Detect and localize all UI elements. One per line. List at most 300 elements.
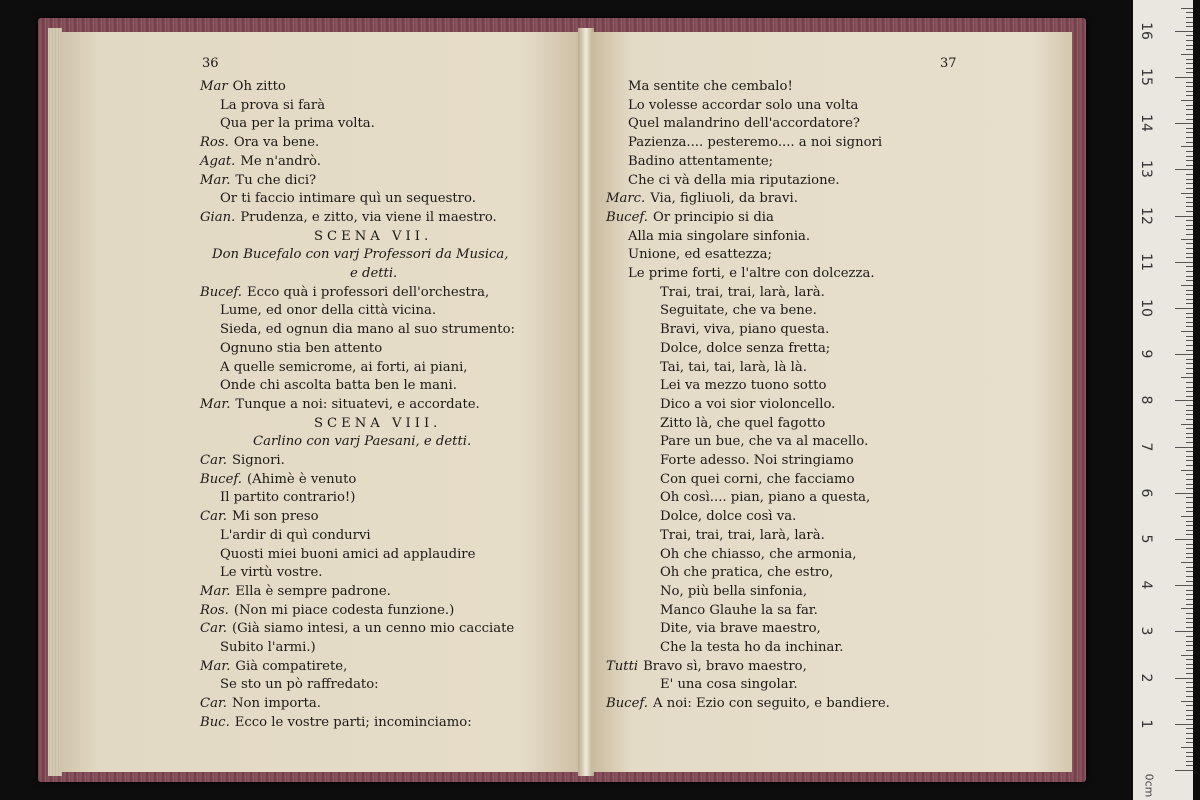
- verse-text: Pare un bue, che va al macello.: [660, 434, 869, 450]
- left-page-line: [200, 620, 514, 638]
- right-page-line: [628, 246, 772, 264]
- ruler-tick: [1181, 331, 1193, 332]
- ruler-tick: [1186, 571, 1193, 572]
- right-page-line: [628, 153, 773, 171]
- ruler-tick: [1186, 317, 1193, 318]
- left-page-line: [220, 489, 355, 507]
- left-page-line: [220, 321, 515, 339]
- verse-text: Che la testa ho da inchinar.: [660, 640, 844, 655]
- ruler-tick: [1186, 548, 1193, 549]
- right-page-line: [660, 639, 843, 657]
- ruler-tick: [1186, 91, 1193, 92]
- verse-text: Forte adesso. Noi stringiamo: [660, 453, 854, 468]
- ruler-tick: [1186, 650, 1193, 651]
- right-page: [592, 32, 1072, 772]
- ruler-tick: [1181, 747, 1193, 748]
- ruler-tick: [1186, 359, 1193, 360]
- speaker-name: Buc.: [200, 714, 230, 730]
- ruler-tick: [1186, 742, 1193, 743]
- verse-text: Tai, tai, tai, larà, là là.: [660, 359, 807, 375]
- ruler-tick: [1186, 618, 1193, 619]
- ruler-tick: [1186, 160, 1193, 161]
- ruler-tick: [1186, 410, 1193, 411]
- ruler-tick: [1186, 553, 1193, 554]
- ruler-tick: [1186, 197, 1193, 198]
- ruler-tick: [1186, 276, 1193, 277]
- ruler-tick: [1175, 539, 1193, 540]
- ruler-tick: [1186, 165, 1193, 166]
- verse-text: Lei va mezzo tuono sotto: [660, 378, 827, 394]
- verse-text: Badino attentamente;: [628, 153, 774, 169]
- verse-text: Or ti faccio intimare quì un sequestro.: [220, 191, 476, 207]
- ruler-tick: [1186, 211, 1193, 212]
- verse-text: Quosti miei buoni amici ad applaudire: [220, 546, 476, 562]
- ruler-tick: [1186, 59, 1193, 60]
- ruler-number: 3: [1138, 626, 1154, 636]
- left-page-line: [200, 602, 454, 620]
- ruler-tick: [1175, 493, 1193, 494]
- ruler-tick: [1186, 109, 1193, 110]
- verse-text: Me n'andrò.: [240, 153, 321, 169]
- page-number-right: 37: [940, 56, 957, 71]
- verse-text: No, più bella sinfonia,: [660, 583, 808, 599]
- ruler-tick: [1181, 54, 1193, 55]
- ruler-tick: [1186, 248, 1193, 249]
- ruler-tick: [1186, 340, 1193, 341]
- ruler-tick: [1186, 387, 1193, 388]
- ruler-number: 13: [1138, 160, 1154, 179]
- ruler-tick: [1181, 608, 1193, 609]
- left-page-line: [350, 265, 397, 283]
- ruler-number: 4: [1138, 580, 1154, 590]
- ruler-tick: [1186, 391, 1193, 392]
- ruler-tick: [1186, 202, 1193, 203]
- ruler-tick: [1175, 678, 1193, 679]
- right-page-line: [660, 340, 830, 358]
- ruler-number: 2: [1138, 673, 1154, 683]
- right-page-line: [660, 564, 833, 582]
- right-page-line: [606, 695, 890, 713]
- verse-text: Ecco le vostre parti; incominciamo:: [234, 714, 472, 730]
- left-page-line: [200, 284, 489, 302]
- ruler-tick: [1186, 590, 1193, 591]
- ruler-tick: [1186, 613, 1193, 614]
- verse-text: Lo volesse accordar solo una volta: [628, 97, 859, 113]
- ruler-tick: [1186, 530, 1193, 531]
- verse-text: Con quei corni, che facciamo: [660, 471, 855, 487]
- ruler-tick: [1175, 123, 1193, 124]
- speaker-name: Tutti: [606, 658, 639, 674]
- verse-text: Trai, trai, trai, larà, larà.: [660, 284, 825, 300]
- verse-text: SCENA VIII.: [314, 415, 442, 431]
- left-page-line: [220, 302, 436, 320]
- right-page-line: [660, 602, 818, 620]
- right-page-line: [628, 97, 858, 115]
- ruler-tick: [1186, 68, 1193, 69]
- verse-text: Subito l'armi.): [220, 640, 316, 655]
- ruler-tick: [1181, 655, 1193, 656]
- verse-text: Signori.: [232, 453, 285, 468]
- ruler-tick: [1186, 179, 1193, 180]
- ruler-tick: [1186, 290, 1193, 291]
- ruler-tick: [1186, 442, 1193, 443]
- ruler-tick: [1186, 128, 1193, 129]
- ruler-tick: [1181, 424, 1193, 425]
- ruler-tick: [1186, 682, 1193, 683]
- verse-text: (Già siamo intesi, a un cenno mio cacciate: [232, 621, 515, 637]
- ruler-tick: [1186, 63, 1193, 64]
- ruler-tick: [1186, 433, 1193, 434]
- ruler-tick: [1181, 8, 1193, 9]
- right-page-line: [660, 396, 835, 414]
- ruler-tick: [1186, 641, 1193, 642]
- speaker-name: Ros.: [200, 602, 229, 618]
- verse-text: Pazienza.... pesteremo.... a noi signori: [628, 135, 883, 151]
- ruler-tick: [1175, 585, 1193, 586]
- ruler-tick: [1186, 266, 1193, 267]
- ruler-tick: [1186, 229, 1193, 230]
- ruler-number: 15: [1138, 68, 1154, 86]
- speaker-name: Marc.: [606, 191, 646, 207]
- ruler-tick: [1186, 659, 1193, 660]
- left-page-line: [200, 153, 321, 171]
- ruler-tick: [1186, 294, 1193, 295]
- ruler-tick: [1186, 673, 1193, 674]
- right-page-line: [606, 658, 807, 676]
- ruler-tick: [1186, 627, 1193, 628]
- ruler-tick: [1175, 354, 1193, 355]
- speaker-name: Ros.: [200, 135, 229, 151]
- verse-text: Tu che dici?: [235, 172, 317, 188]
- verse-text: (Non mi piace codesta funzione.): [233, 602, 455, 618]
- ruler-tick: [1186, 710, 1193, 711]
- ruler-tick: [1175, 400, 1193, 401]
- measuring-ruler: [1133, 0, 1193, 800]
- left-page-line: [220, 115, 375, 133]
- left-page-line: [200, 396, 480, 414]
- ruler-tick: [1186, 456, 1193, 457]
- ruler-tick: [1175, 447, 1193, 448]
- verse-text: Or principio si dia: [652, 209, 774, 225]
- verse-text: L'ardir di quì condurvi: [220, 527, 371, 543]
- ruler-tick: [1186, 581, 1193, 582]
- verse-text: Onde chi ascolta batta ben le mani.: [220, 378, 457, 394]
- ruler-tick: [1186, 137, 1193, 138]
- ruler-tick: [1186, 82, 1193, 83]
- right-page-line: [660, 284, 825, 302]
- verse-text: Via, figliuoli, da bravi.: [650, 191, 798, 207]
- verse-text: Manco Glauhe la sa far.: [660, 602, 818, 618]
- ruler-tick: [1181, 146, 1193, 147]
- ruler-tick: [1186, 484, 1193, 485]
- speaker-name: Agat.: [200, 153, 236, 169]
- ruler-tick: [1186, 220, 1193, 221]
- ruler-tick: [1175, 216, 1193, 217]
- right-page-line: [660, 620, 821, 638]
- ruler-tick: [1175, 31, 1193, 32]
- left-page-line: [200, 471, 356, 489]
- left-page-line: [253, 433, 471, 451]
- right-page-line: [606, 209, 774, 227]
- ruler-tick: [1186, 719, 1193, 720]
- left-page-line: [220, 190, 476, 208]
- left-page-line: [200, 78, 286, 96]
- verse-text: Seguitate, che va bene.: [660, 303, 817, 319]
- ruler-tick: [1186, 45, 1193, 46]
- left-page-line: [220, 564, 322, 582]
- verse-text: Oh così.... pian, piano a questa,: [660, 490, 871, 506]
- ruler-tick: [1186, 733, 1193, 734]
- ruler-tick: [1186, 132, 1193, 133]
- ruler-number: 1: [1138, 719, 1154, 729]
- verse-text: Ecco quà i professori dell'orchestra,: [246, 284, 490, 300]
- ruler-tick: [1186, 72, 1193, 73]
- verse-text: A quelle semicrome, ai forti, ai piani,: [220, 359, 468, 375]
- ruler-tick: [1186, 765, 1193, 766]
- ruler-tick: [1186, 225, 1193, 226]
- verse-text: Qua per la prima volta.: [220, 116, 375, 132]
- ruler-tick: [1186, 604, 1193, 605]
- ruler-tick: [1186, 12, 1193, 13]
- left-page-line: [220, 527, 371, 545]
- ruler-tick: [1186, 521, 1193, 522]
- verse-text: Trai, trai, trai, larà, larà.: [660, 527, 825, 543]
- speaker-name: Mar.: [200, 583, 231, 599]
- verse-text: Tunque a noi: situatevi, e accordate.: [235, 396, 480, 412]
- ruler-tick: [1186, 188, 1193, 189]
- ruler-tick: [1186, 437, 1193, 438]
- speaker-name: Bucef.: [606, 696, 648, 712]
- verse-text: Mi son preso: [232, 509, 319, 525]
- ruler-tick: [1186, 599, 1193, 600]
- ruler-tick: [1186, 576, 1193, 577]
- ruler-tick: [1186, 280, 1193, 281]
- left-page-line: [220, 340, 382, 358]
- ruler-tick: [1186, 382, 1193, 383]
- left-page-line: [200, 695, 321, 713]
- ruler-tick: [1186, 465, 1193, 466]
- ruler-unit: 0cm: [1142, 773, 1156, 798]
- ruler-tick: [1181, 100, 1193, 101]
- verse-text: La prova si farà: [220, 97, 326, 113]
- verse-text: Dolce, dolce senza fretta;: [660, 340, 831, 356]
- verse-text: Dico a voi sior violoncello.: [660, 396, 836, 412]
- speaker-name: Car.: [200, 621, 227, 637]
- left-page-line: [220, 377, 457, 395]
- ruler-number: 12: [1138, 206, 1154, 225]
- verse-text: Zitto là, che quel fagotto: [660, 415, 826, 431]
- verse-text: Bravi, viva, piano questa.: [660, 322, 830, 338]
- left-page-line: [314, 228, 432, 246]
- verse-text: SCENA VII.: [314, 228, 433, 244]
- ruler-tick: [1186, 234, 1193, 235]
- ruler-tick: [1175, 631, 1193, 632]
- right-page-line: [660, 583, 807, 601]
- ruler-tick: [1186, 174, 1193, 175]
- right-page-line: [660, 471, 855, 489]
- ruler-tick: [1186, 49, 1193, 50]
- right-page-line: [660, 452, 854, 470]
- ruler-tick: [1186, 511, 1193, 512]
- ruler-tick: [1186, 303, 1193, 304]
- ruler-tick: [1186, 705, 1193, 706]
- right-page-line: [628, 172, 840, 190]
- ruler-tick: [1175, 169, 1193, 170]
- ruler-tick: [1186, 313, 1193, 314]
- left-page-line: [220, 359, 468, 377]
- verse-text: Quel malandrino dell'accordatore?: [628, 116, 860, 132]
- verse-text: Il partito contrario!): [220, 490, 356, 506]
- ruler-tick: [1186, 756, 1193, 757]
- ruler-tick: [1186, 95, 1193, 96]
- ruler-tick: [1186, 257, 1193, 258]
- ruler-tick: [1186, 86, 1193, 87]
- ruler-tick: [1175, 770, 1193, 771]
- right-page-line: [628, 265, 875, 283]
- ruler-tick: [1181, 377, 1193, 378]
- speaker-name: Bucef.: [200, 284, 242, 300]
- ruler-number: 7: [1138, 442, 1154, 452]
- verse-text: Don Bucefalo con varj Professori da Musica,: [212, 247, 509, 263]
- ruler-tick: [1186, 497, 1193, 498]
- ruler-tick: [1186, 363, 1193, 364]
- right-page-line: [628, 115, 860, 133]
- verse-text: (Ahimè è venuto: [246, 471, 357, 487]
- verse-text: Oh zitto: [232, 79, 286, 94]
- ruler-tick: [1186, 715, 1193, 716]
- left-page-line: [200, 714, 472, 732]
- ruler-tick: [1186, 142, 1193, 143]
- speaker-name: Gian.: [200, 209, 236, 225]
- ruler-number: 10: [1138, 299, 1154, 317]
- ruler-tick: [1186, 26, 1193, 27]
- ruler-tick: [1175, 77, 1193, 78]
- left-page-line: [200, 583, 391, 601]
- ruler-tick: [1186, 183, 1193, 184]
- ruler-tick: [1186, 114, 1193, 115]
- right-page-line: [628, 134, 882, 152]
- ruler-tick: [1186, 206, 1193, 207]
- ruler-tick: [1186, 17, 1193, 18]
- left-page-line: [200, 172, 316, 190]
- ruler-tick: [1186, 636, 1193, 637]
- ruler-tick: [1186, 326, 1193, 327]
- ruler-tick: [1186, 488, 1193, 489]
- left-page-line: [200, 209, 497, 227]
- ruler-number: 9: [1138, 349, 1154, 359]
- verse-text: Già compatirete,: [235, 658, 348, 674]
- speaker-name: Car.: [200, 453, 227, 468]
- ruler-tick: [1175, 724, 1193, 725]
- verse-text: Le virtù vostre.: [220, 565, 323, 581]
- ruler-tick: [1181, 516, 1193, 517]
- page-number-left: 36: [202, 56, 219, 71]
- ruler-tick: [1186, 645, 1193, 646]
- ruler-tick: [1181, 470, 1193, 471]
- verse-text: Oh che chiasso, che armonia,: [660, 546, 857, 562]
- right-page-line: [660, 676, 798, 694]
- ruler-tick: [1186, 253, 1193, 254]
- ruler-tick: [1186, 350, 1193, 351]
- ruler-tick: [1186, 373, 1193, 374]
- right-page-line: [660, 489, 870, 507]
- right-page-line: [660, 415, 825, 433]
- verse-text: e detti.: [350, 266, 398, 281]
- speaker-name: Mar.: [200, 396, 231, 412]
- verse-text: Ora va bene.: [233, 135, 320, 151]
- ruler-tick: [1186, 428, 1193, 429]
- ruler-number: 5: [1138, 534, 1154, 544]
- left-page-line: [200, 452, 285, 470]
- verse-text: Carlino con varj Paesani, e detti.: [253, 434, 472, 450]
- verse-text: Ma sentite che cembalo!: [628, 79, 793, 94]
- verse-text: A noi: Ezio con seguito, e bandiere.: [652, 696, 890, 712]
- ruler-tick: [1186, 479, 1193, 480]
- ruler-tick: [1186, 507, 1193, 508]
- ruler-tick: [1186, 474, 1193, 475]
- ruler-tick: [1186, 156, 1193, 157]
- ruler-tick: [1186, 243, 1193, 244]
- ruler-tick: [1186, 271, 1193, 272]
- ruler-tick: [1186, 345, 1193, 346]
- verse-text: E' una cosa singolar.: [660, 677, 798, 693]
- ruler-tick: [1186, 622, 1193, 623]
- ruler-tick: [1186, 119, 1193, 120]
- ruler-tick: [1186, 752, 1193, 753]
- verse-text: Ella è sempre padrone.: [235, 583, 391, 599]
- right-page-line: [660, 359, 807, 377]
- ruler-tick: [1186, 414, 1193, 415]
- verse-text: Alla mia singolare sinfonia.: [628, 228, 811, 244]
- right-page-line: [606, 190, 798, 208]
- ruler-tick: [1186, 405, 1193, 406]
- verse-text: Se sto un pò raffredato:: [220, 677, 379, 693]
- ruler-number: 16: [1138, 21, 1154, 40]
- ruler-tick: [1186, 544, 1193, 545]
- right-page-line: [660, 508, 796, 526]
- ruler-tick: [1186, 502, 1193, 503]
- ruler-tick: [1186, 525, 1193, 526]
- ruler-tick: [1186, 696, 1193, 697]
- speaker-name: Bucef.: [200, 471, 242, 487]
- ruler-tick: [1181, 285, 1193, 286]
- ruler-tick: [1186, 40, 1193, 41]
- ruler-tick: [1186, 668, 1193, 669]
- verse-text: Sieda, ed ognun dia mano al suo strumento:: [220, 322, 515, 338]
- ruler-tick: [1181, 701, 1193, 702]
- ruler-tick: [1186, 322, 1193, 323]
- ruler-tick: [1186, 105, 1193, 106]
- ruler-tick: [1186, 299, 1193, 300]
- verse-text: Le prime forti, e l'altre con dolcezza.: [628, 266, 875, 281]
- right-page-line: [660, 527, 825, 545]
- verse-text: Non importa.: [232, 696, 321, 712]
- right-page-line: [628, 228, 810, 246]
- ruler-number: 6: [1138, 488, 1154, 498]
- right-page-line: [628, 78, 793, 96]
- left-page-line: [220, 639, 316, 657]
- ruler-tick: [1186, 368, 1193, 369]
- verse-text: Prudenza, e zitto, via viene il maestro.: [240, 209, 497, 225]
- ruler-tick: [1186, 419, 1193, 420]
- speaker-name: Mar: [200, 79, 228, 94]
- verse-text: Unione, ed esattezza;: [628, 247, 772, 263]
- left-page: [60, 32, 580, 772]
- ruler-tick: [1186, 738, 1193, 739]
- ruler-tick: [1186, 336, 1193, 337]
- ruler-tick: [1186, 151, 1193, 152]
- verse-text: Oh che pratica, che estro,: [660, 565, 834, 581]
